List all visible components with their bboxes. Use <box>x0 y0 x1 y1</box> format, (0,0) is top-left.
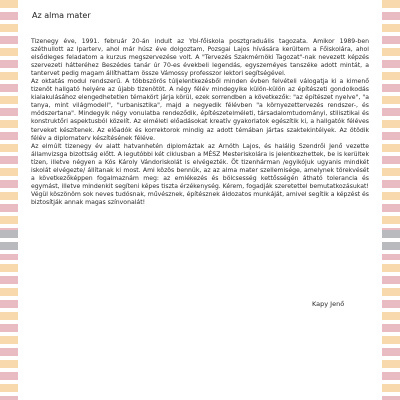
paragraph-4: Végül köszönöm sok neves tudósnak, művésznek, építésznek áldozatos munkáját, amivel segítik a képzést és biztosítják annak magas színvonalát! <box>31 190 369 206</box>
left-grey-band <box>0 230 18 254</box>
paragraph-3: Az elmúlt tizenegy év alatt hatvanhetén diplomáztak az Arnóth Lajos, és halálig Szendrői Jenő vezette államvizsga bizottság előtt. A legutóbbi két ciklusban a MÉSZ Mesteriskolára is jelentkezhettek, be is kerültek tízen, illetve négyen a Kós Károly Vándoriskolát is elvégezték. Öt tizenhárman /egyikójuk ugyanis mindkét iskolát elvégezte/ állítanak ki most. Ami közös bennük, az az alma mater szellemisége, amelynek törekvését a következőképpen fogalmaznám meg: az emlékezés és bölcsesség kettősségén átható tolerancia és egymást, illetve mindenkit segíteni képes tiszta érzékenység. Kérem, fogadják szeretettel bemutatkozásukat! <box>31 142 369 190</box>
document-body <box>31 38 369 207</box>
document-page <box>31 11 369 207</box>
signature: Kapy Jenő <box>312 300 345 308</box>
left-stripe-border <box>0 0 18 400</box>
right-grey-band <box>382 230 400 254</box>
paragraph-2: Az oktatás modul rendszerű. A többszörös túljelentkezésből minden évben felvételi válogatja ki a kimenő tizenöt hallgató helyére az újabb tizenötöt. A négy félév mindegyike külön-külön az építészeti gondolkodás kialakulásához elengedhetetlen témakört járja körül, ezek sorrendben a következők: "az építészet nyelve", "a tanya, mint világmodell", "urbanisztika", majd a negyedik félévben "a környezettervezés rendszer-, és módszertana". Mindegyik négy vonulatba rendeződik, építészetelméleti, társadalomtudományi, stilisztikai és konstruktőri aspektusból közelít. Az elméleti előadásokat kreatív gyakorlatok egészítik ki, a hallgatók féléves terveket készítenek. Az előadók és korrektorok mindig az adott témában jártas szaktekintélyek. Az ötödik félév a diplomaterv készítésének féléve. <box>31 78 369 142</box>
document-title: Az alma mater <box>32 11 91 20</box>
paragraph-1: Tizenegy éve, 1991. február 20-án indult az Ybl-főiskola posztgraduális tagozata. Amikor 1989-ben széthullott az Iparterv, ahol már húsz éve dolgoztam, Pozsgai Lajos hívására kerültem a Főiskolára, ahol elsődleges feladatom a kurzus megszervezése volt. A "Tervezés Szakmérnöki Tagozat"-nak nevezett képzés szervezeti hátteréhez Beszédes tanár úr 70-es évekbeli legendás, egyszeméyes tanszéke adott mintát, a tantervet pedig magam állíthattam össze Vámossy professzor lektori segítségével. <box>31 38 369 78</box>
right-stripe-border <box>382 0 400 400</box>
